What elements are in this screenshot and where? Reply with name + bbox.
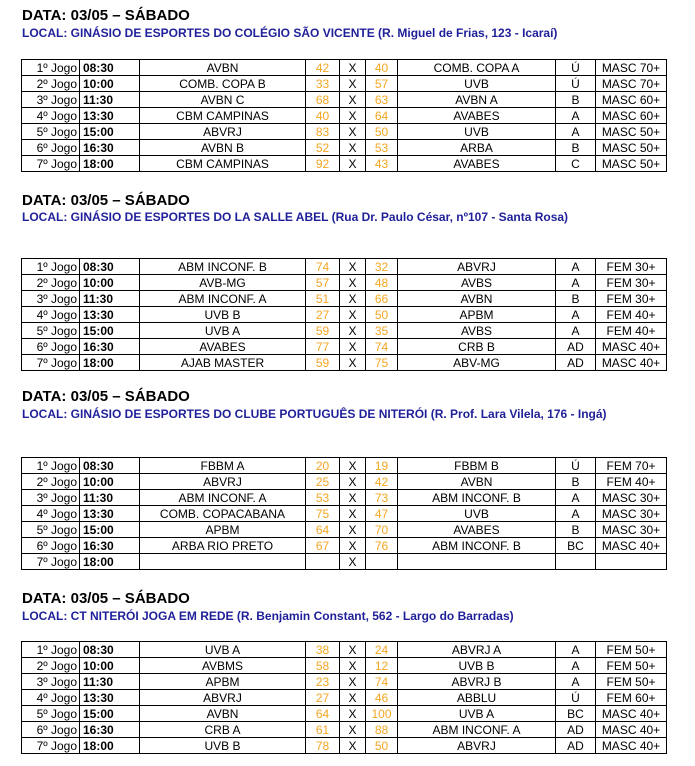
game-row bbox=[22, 474, 667, 490]
home-score: 53 bbox=[306, 490, 340, 506]
category: FEM 70+ bbox=[596, 458, 667, 474]
home-team: AVBMS bbox=[140, 658, 306, 674]
away-team: ABM INCONF. B bbox=[398, 490, 556, 506]
home-team: AVBN bbox=[140, 60, 306, 76]
category: FEM 60+ bbox=[596, 690, 667, 706]
home-team: ABVRJ bbox=[140, 124, 306, 140]
group: A bbox=[556, 124, 596, 140]
home-team: ABVRJ bbox=[140, 690, 306, 706]
section-date: DATA: 03/05 – SÁBADO bbox=[22, 388, 190, 405]
away-score: 12 bbox=[366, 658, 398, 674]
home-team: ABM INCONF. B bbox=[140, 259, 306, 275]
versus-mark: X bbox=[340, 140, 366, 156]
category: FEM 50+ bbox=[596, 658, 667, 674]
home-score: 77 bbox=[306, 339, 340, 355]
away-score: 48 bbox=[366, 275, 398, 291]
group: A bbox=[556, 108, 596, 124]
section-venue: LOCAL: CT NITERÓI JOGA EM REDE (R. Benjamin Constant, 562 - Largo do Barradas) bbox=[22, 609, 514, 623]
game-row bbox=[22, 458, 667, 474]
away-team: COMB. COPA A bbox=[398, 60, 556, 76]
away-team bbox=[398, 554, 556, 570]
game-number: 2º Jogo bbox=[22, 275, 80, 291]
home-team: AVABES bbox=[140, 339, 306, 355]
group bbox=[556, 554, 596, 570]
section-venue: LOCAL: GINÁSIO DE ESPORTES DO CLUBE PORTUGUÊS DE NITERÓI (R. Prof. Lara Vilela, 176 - Ingá) bbox=[22, 407, 607, 421]
home-score: 61 bbox=[306, 722, 340, 738]
games-table bbox=[21, 457, 667, 570]
group: BC bbox=[556, 538, 596, 554]
section-date: DATA: 03/05 – SÁBADO bbox=[22, 192, 190, 209]
home-team: AVBN bbox=[140, 706, 306, 722]
away-score: 19 bbox=[366, 458, 398, 474]
game-number: 2º Jogo bbox=[22, 658, 80, 674]
group: AD bbox=[556, 355, 596, 371]
home-team: AVBN B bbox=[140, 140, 306, 156]
game-time: 16:30 bbox=[80, 140, 140, 156]
home-score: 40 bbox=[306, 108, 340, 124]
away-score: 50 bbox=[366, 307, 398, 323]
away-team: ABVRJ bbox=[398, 259, 556, 275]
game-time: 13:30 bbox=[80, 108, 140, 124]
group: A bbox=[556, 658, 596, 674]
game-row bbox=[22, 339, 667, 355]
category: MASC 50+ bbox=[596, 124, 667, 140]
home-team: AJAB MASTER bbox=[140, 355, 306, 371]
group: Ú bbox=[556, 690, 596, 706]
home-score: 20 bbox=[306, 458, 340, 474]
away-score bbox=[366, 554, 398, 570]
group: A bbox=[556, 642, 596, 658]
game-row bbox=[22, 738, 667, 754]
away-team: AVABES bbox=[398, 522, 556, 538]
away-score: 47 bbox=[366, 506, 398, 522]
game-number: 1º Jogo bbox=[22, 642, 80, 658]
away-score: 50 bbox=[366, 738, 398, 754]
home-team: UVB B bbox=[140, 738, 306, 754]
versus-mark: X bbox=[340, 458, 366, 474]
away-score: 43 bbox=[366, 156, 398, 172]
game-row bbox=[22, 323, 667, 339]
home-score: 64 bbox=[306, 706, 340, 722]
home-team: ABM INCONF. A bbox=[140, 291, 306, 307]
category: MASC 30+ bbox=[596, 506, 667, 522]
away-team: AVBN bbox=[398, 474, 556, 490]
away-score: 70 bbox=[366, 522, 398, 538]
group: A bbox=[556, 307, 596, 323]
away-team: AVBN bbox=[398, 291, 556, 307]
game-number: 6º Jogo bbox=[22, 339, 80, 355]
game-row bbox=[22, 490, 667, 506]
away-score: 76 bbox=[366, 538, 398, 554]
category: MASC 40+ bbox=[596, 706, 667, 722]
home-team: AVBN C bbox=[140, 92, 306, 108]
game-number: 6º Jogo bbox=[22, 140, 80, 156]
game-time: 11:30 bbox=[80, 674, 140, 690]
versus-mark: X bbox=[340, 658, 366, 674]
home-score: 67 bbox=[306, 538, 340, 554]
group: B bbox=[556, 92, 596, 108]
versus-mark: X bbox=[340, 506, 366, 522]
home-score: 59 bbox=[306, 355, 340, 371]
versus-mark: X bbox=[340, 259, 366, 275]
versus-mark: X bbox=[340, 474, 366, 490]
versus-mark: X bbox=[340, 490, 366, 506]
game-time: 16:30 bbox=[80, 722, 140, 738]
game-number: 7º Jogo bbox=[22, 738, 80, 754]
game-row bbox=[22, 156, 667, 172]
home-score: 64 bbox=[306, 522, 340, 538]
section-date: DATA: 03/05 – SÁBADO bbox=[22, 7, 190, 24]
game-row bbox=[22, 275, 667, 291]
group: B bbox=[556, 140, 596, 156]
group: AD bbox=[556, 339, 596, 355]
versus-mark: X bbox=[340, 554, 366, 570]
game-time: 08:30 bbox=[80, 458, 140, 474]
game-row bbox=[22, 554, 667, 570]
game-number: 1º Jogo bbox=[22, 259, 80, 275]
home-score: 92 bbox=[306, 156, 340, 172]
away-team: CRB B bbox=[398, 339, 556, 355]
game-time: 10:00 bbox=[80, 474, 140, 490]
home-team: UVB A bbox=[140, 323, 306, 339]
category: MASC 40+ bbox=[596, 538, 667, 554]
away-score: 35 bbox=[366, 323, 398, 339]
home-score: 75 bbox=[306, 506, 340, 522]
home-score: 42 bbox=[306, 60, 340, 76]
game-number: 3º Jogo bbox=[22, 490, 80, 506]
game-row bbox=[22, 642, 667, 658]
away-team: ARBA bbox=[398, 140, 556, 156]
game-time: 08:30 bbox=[80, 642, 140, 658]
game-row bbox=[22, 690, 667, 706]
away-team: ABBLU bbox=[398, 690, 556, 706]
away-team: AVBS bbox=[398, 275, 556, 291]
game-row bbox=[22, 108, 667, 124]
game-row bbox=[22, 60, 667, 76]
away-team: AVBN A bbox=[398, 92, 556, 108]
away-team: ABM INCONF. A bbox=[398, 722, 556, 738]
section-date: DATA: 03/05 – SÁBADO bbox=[22, 590, 190, 607]
game-number: 4º Jogo bbox=[22, 307, 80, 323]
home-score: 78 bbox=[306, 738, 340, 754]
game-number: 6º Jogo bbox=[22, 722, 80, 738]
game-time: 18:00 bbox=[80, 554, 140, 570]
home-team: CRB A bbox=[140, 722, 306, 738]
away-team: AVBS bbox=[398, 323, 556, 339]
games-table bbox=[21, 59, 667, 172]
home-score: 25 bbox=[306, 474, 340, 490]
home-team: ARBA RIO PRETO bbox=[140, 538, 306, 554]
home-team: FBBM A bbox=[140, 458, 306, 474]
away-score: 24 bbox=[366, 642, 398, 658]
home-score: 59 bbox=[306, 323, 340, 339]
versus-mark: X bbox=[340, 690, 366, 706]
away-team: APBM bbox=[398, 307, 556, 323]
home-score: 58 bbox=[306, 658, 340, 674]
game-time: 15:00 bbox=[80, 522, 140, 538]
game-number: 4º Jogo bbox=[22, 690, 80, 706]
away-score: 73 bbox=[366, 490, 398, 506]
game-row bbox=[22, 291, 667, 307]
versus-mark: X bbox=[340, 355, 366, 371]
home-score: 74 bbox=[306, 259, 340, 275]
game-time: 16:30 bbox=[80, 538, 140, 554]
home-team: ABM INCONF. A bbox=[140, 490, 306, 506]
category: FEM 50+ bbox=[596, 642, 667, 658]
group: A bbox=[556, 323, 596, 339]
away-score: 74 bbox=[366, 674, 398, 690]
game-row bbox=[22, 538, 667, 554]
group: Ú bbox=[556, 458, 596, 474]
versus-mark: X bbox=[340, 92, 366, 108]
game-number: 5º Jogo bbox=[22, 706, 80, 722]
versus-mark: X bbox=[340, 642, 366, 658]
away-score: 50 bbox=[366, 124, 398, 140]
game-number: 3º Jogo bbox=[22, 92, 80, 108]
group: A bbox=[556, 506, 596, 522]
home-score: 52 bbox=[306, 140, 340, 156]
away-team: ABVRJ A bbox=[398, 642, 556, 658]
game-number: 6º Jogo bbox=[22, 538, 80, 554]
home-score: 68 bbox=[306, 92, 340, 108]
group: C bbox=[556, 156, 596, 172]
category: MASC 50+ bbox=[596, 140, 667, 156]
home-team: CBM CAMPINAS bbox=[140, 156, 306, 172]
away-score: 74 bbox=[366, 339, 398, 355]
category: MASC 40+ bbox=[596, 722, 667, 738]
game-number: 7º Jogo bbox=[22, 355, 80, 371]
away-team: ABM INCONF. B bbox=[398, 538, 556, 554]
versus-mark: X bbox=[340, 291, 366, 307]
home-team: UVB A bbox=[140, 642, 306, 658]
home-score: 51 bbox=[306, 291, 340, 307]
versus-mark: X bbox=[340, 275, 366, 291]
category: MASC 50+ bbox=[596, 156, 667, 172]
versus-mark: X bbox=[340, 674, 366, 690]
group: B bbox=[556, 474, 596, 490]
away-team: UVB bbox=[398, 124, 556, 140]
category: MASC 30+ bbox=[596, 490, 667, 506]
versus-mark: X bbox=[340, 307, 366, 323]
away-score: 42 bbox=[366, 474, 398, 490]
home-team: COMB. COPACABANA bbox=[140, 506, 306, 522]
game-row bbox=[22, 259, 667, 275]
game-row bbox=[22, 355, 667, 371]
game-time: 18:00 bbox=[80, 738, 140, 754]
game-time: 18:00 bbox=[80, 355, 140, 371]
home-score: 38 bbox=[306, 642, 340, 658]
game-number: 3º Jogo bbox=[22, 291, 80, 307]
game-time: 11:30 bbox=[80, 291, 140, 307]
home-team: APBM bbox=[140, 522, 306, 538]
home-score: 27 bbox=[306, 307, 340, 323]
away-score: 63 bbox=[366, 92, 398, 108]
home-team: CBM CAMPINAS bbox=[140, 108, 306, 124]
game-time: 13:30 bbox=[80, 506, 140, 522]
away-team: ABVRJ bbox=[398, 738, 556, 754]
category: FEM 40+ bbox=[596, 307, 667, 323]
game-number: 5º Jogo bbox=[22, 323, 80, 339]
game-number: 1º Jogo bbox=[22, 458, 80, 474]
versus-mark: X bbox=[340, 538, 366, 554]
away-team: ABVRJ B bbox=[398, 674, 556, 690]
games-table bbox=[21, 641, 667, 754]
game-number: 7º Jogo bbox=[22, 554, 80, 570]
category: MASC 70+ bbox=[596, 60, 667, 76]
home-team: ABVRJ bbox=[140, 474, 306, 490]
category: MASC 40+ bbox=[596, 738, 667, 754]
away-score: 32 bbox=[366, 259, 398, 275]
game-number: 7º Jogo bbox=[22, 156, 80, 172]
away-team: UVB bbox=[398, 76, 556, 92]
versus-mark: X bbox=[340, 339, 366, 355]
home-score: 23 bbox=[306, 674, 340, 690]
category: FEM 30+ bbox=[596, 291, 667, 307]
category: MASC 60+ bbox=[596, 92, 667, 108]
home-team: COMB. COPA B bbox=[140, 76, 306, 92]
home-score: 33 bbox=[306, 76, 340, 92]
home-score: 57 bbox=[306, 275, 340, 291]
category bbox=[596, 554, 667, 570]
game-row bbox=[22, 674, 667, 690]
game-row bbox=[22, 506, 667, 522]
game-time: 08:30 bbox=[80, 60, 140, 76]
category: MASC 30+ bbox=[596, 522, 667, 538]
away-team: FBBM B bbox=[398, 458, 556, 474]
category: FEM 30+ bbox=[596, 275, 667, 291]
home-score bbox=[306, 554, 340, 570]
away-score: 46 bbox=[366, 690, 398, 706]
game-row bbox=[22, 658, 667, 674]
game-time: 13:30 bbox=[80, 690, 140, 706]
versus-mark: X bbox=[340, 76, 366, 92]
category: MASC 70+ bbox=[596, 76, 667, 92]
versus-mark: X bbox=[340, 706, 366, 722]
game-number: 4º Jogo bbox=[22, 506, 80, 522]
game-time: 08:30 bbox=[80, 259, 140, 275]
home-team: AVB-MG bbox=[140, 275, 306, 291]
away-team: UVB A bbox=[398, 706, 556, 722]
away-score: 57 bbox=[366, 76, 398, 92]
game-number: 5º Jogo bbox=[22, 124, 80, 140]
game-time: 10:00 bbox=[80, 658, 140, 674]
group: A bbox=[556, 259, 596, 275]
game-time: 13:30 bbox=[80, 307, 140, 323]
group: Ú bbox=[556, 60, 596, 76]
games-table bbox=[21, 258, 667, 371]
category: FEM 40+ bbox=[596, 474, 667, 490]
group: A bbox=[556, 490, 596, 506]
section-venue: LOCAL: GINÁSIO DE ESPORTES DO LA SALLE ABEL (Rua Dr. Paulo César, nº107 - Santa Rosa) bbox=[22, 210, 569, 224]
versus-mark: X bbox=[340, 738, 366, 754]
game-number: 2º Jogo bbox=[22, 76, 80, 92]
game-row bbox=[22, 92, 667, 108]
game-time: 15:00 bbox=[80, 323, 140, 339]
group: AD bbox=[556, 738, 596, 754]
home-team: UVB B bbox=[140, 307, 306, 323]
game-row bbox=[22, 522, 667, 538]
game-number: 4º Jogo bbox=[22, 108, 80, 124]
away-score: 53 bbox=[366, 140, 398, 156]
game-number: 3º Jogo bbox=[22, 674, 80, 690]
game-time: 18:00 bbox=[80, 156, 140, 172]
game-time: 11:30 bbox=[80, 490, 140, 506]
away-team: UVB B bbox=[398, 658, 556, 674]
game-row bbox=[22, 140, 667, 156]
group: A bbox=[556, 275, 596, 291]
versus-mark: X bbox=[340, 323, 366, 339]
versus-mark: X bbox=[340, 108, 366, 124]
game-time: 10:00 bbox=[80, 275, 140, 291]
game-row bbox=[22, 307, 667, 323]
away-score: 66 bbox=[366, 291, 398, 307]
home-team: APBM bbox=[140, 674, 306, 690]
game-number: 5º Jogo bbox=[22, 522, 80, 538]
versus-mark: X bbox=[340, 124, 366, 140]
game-number: 2º Jogo bbox=[22, 474, 80, 490]
group: AD bbox=[556, 722, 596, 738]
away-score: 100 bbox=[366, 706, 398, 722]
home-score: 83 bbox=[306, 124, 340, 140]
group: B bbox=[556, 291, 596, 307]
versus-mark: X bbox=[340, 722, 366, 738]
category: FEM 30+ bbox=[596, 259, 667, 275]
category: MASC 40+ bbox=[596, 355, 667, 371]
game-row bbox=[22, 722, 667, 738]
game-row bbox=[22, 124, 667, 140]
away-team: AVABES bbox=[398, 156, 556, 172]
group: A bbox=[556, 674, 596, 690]
away-score: 64 bbox=[366, 108, 398, 124]
group: Ú bbox=[556, 76, 596, 92]
game-time: 11:30 bbox=[80, 92, 140, 108]
category: MASC 60+ bbox=[596, 108, 667, 124]
away-score: 40 bbox=[366, 60, 398, 76]
category: MASC 40+ bbox=[596, 339, 667, 355]
versus-mark: X bbox=[340, 522, 366, 538]
section-venue: LOCAL: GINÁSIO DE ESPORTES DO COLÉGIO SÃO VICENTE (R. Miguel de Frias, 123 - Icaraí) bbox=[22, 26, 558, 40]
home-score: 27 bbox=[306, 690, 340, 706]
group: B bbox=[556, 522, 596, 538]
game-time: 10:00 bbox=[80, 76, 140, 92]
game-row bbox=[22, 76, 667, 92]
game-time: 15:00 bbox=[80, 706, 140, 722]
game-time: 15:00 bbox=[80, 124, 140, 140]
group: BC bbox=[556, 706, 596, 722]
game-row bbox=[22, 706, 667, 722]
away-team: UVB bbox=[398, 506, 556, 522]
category: FEM 50+ bbox=[596, 674, 667, 690]
versus-mark: X bbox=[340, 156, 366, 172]
away-team: ABV-MG bbox=[398, 355, 556, 371]
away-team: AVABES bbox=[398, 108, 556, 124]
away-score: 88 bbox=[366, 722, 398, 738]
versus-mark: X bbox=[340, 60, 366, 76]
category: FEM 40+ bbox=[596, 323, 667, 339]
game-time: 16:30 bbox=[80, 339, 140, 355]
game-number: 1º Jogo bbox=[22, 60, 80, 76]
home-team bbox=[140, 554, 306, 570]
away-score: 75 bbox=[366, 355, 398, 371]
